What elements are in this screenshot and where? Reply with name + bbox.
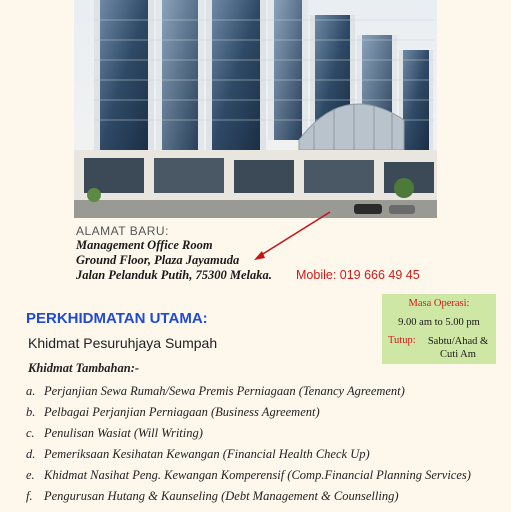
operating-hours-title: Masa Operasi: xyxy=(408,298,470,309)
closed-days-line-2: Cuti Am xyxy=(440,349,476,360)
list-item: c. Penulisan Wasiat (Will Writing) xyxy=(26,426,203,440)
closed-days-line-1: Sabtu/Ahad & xyxy=(427,336,489,347)
main-service: Khidmat Pesuruhjaya Sumpah xyxy=(28,335,218,351)
list-item: a. Perjanjian Sewa Rumah/Sewa Premis Perniagaan (Tenancy Agreement) xyxy=(26,384,405,398)
operating-hours-value: 9.00 am to 5.00 pm xyxy=(398,317,480,328)
address-line-2: Ground Floor, Plaza Jayamuda xyxy=(76,253,240,267)
list-item: d. Pemeriksaan Kesihatan Kewangan (Financial Health Check Up) xyxy=(26,447,370,461)
address-title: ALAMAT BARU: xyxy=(76,224,169,238)
closed-label: Tutup: xyxy=(388,335,416,346)
closed-days xyxy=(424,335,492,361)
address-line-1: Management Office Room xyxy=(76,238,213,252)
list-item: b. Pelbagai Perjanjian Perniagaan (Business Agreement) xyxy=(26,405,320,419)
mobile-number: Mobile: 019 666 49 45 xyxy=(296,268,420,282)
services-title: PERKHIDMATAN UTAMA: xyxy=(26,310,208,327)
extra-services-title: Khidmat Tambahan:- xyxy=(28,361,140,375)
list-item: e. Khidmat Nasihat Peng. Kewangan Komperensif (Comp.Financial Planning Services) xyxy=(26,468,471,482)
address-line-3: Jalan Pelanduk Putih, 75300 Melaka. xyxy=(76,268,272,282)
list-item: f. Pengurusan Hutang & Kaunseling (Debt Management & Counselling) xyxy=(26,489,399,503)
operating-hours-box xyxy=(382,294,496,364)
